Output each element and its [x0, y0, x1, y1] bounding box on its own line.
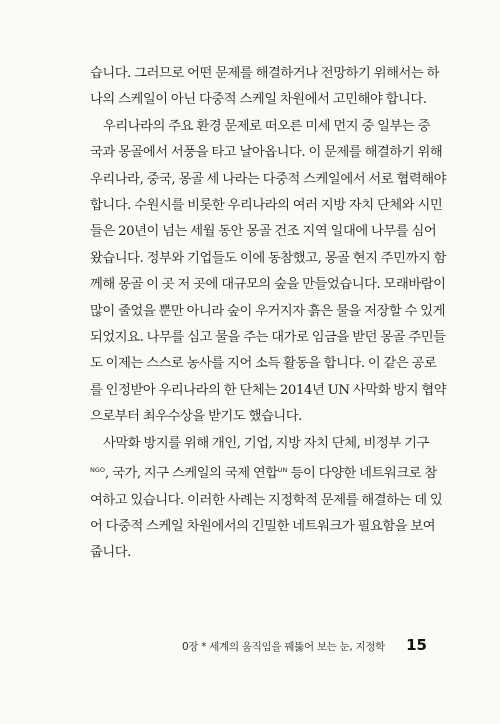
text-line: 국과 몽골에서 서풍을 타고 날아옵니다. 이 문제를 해결하기 위해: [90, 145, 443, 161]
page-number: 15: [406, 636, 427, 654]
paragraph-1: [90, 61, 439, 114]
text-line: 습니다. 그러므로 어떤 문제를 해결하거나 전망하기 위해서는 하: [90, 66, 439, 81]
text-line: 를 인정받아 우리나라의 한 단체는 2014년 UN 사막화 방지 협약: [90, 382, 447, 398]
text-line: 들은 20년이 넘는 세월 동안 몽골 건조 지역 일대에 나무를 심어: [90, 224, 437, 240]
paragraph-2: [90, 114, 447, 431]
text-line: 도 이제는 스스로 농사를 지어 소득 활동을 합니다. 이 같은 공로: [90, 356, 437, 372]
paragraph-3: [90, 431, 443, 567]
text-line: 우리나라, 중국, 몽골 세 나라는 다중적 스케일에서 서로 협력해야: [90, 171, 447, 187]
text-line: 으로부터 최우수상을 받기도 했습니다.: [90, 409, 302, 425]
text-line: 께해 몽골 이 곳 저 곳에 대규모의 숲을 만들었습니다. 모래바람이: [90, 277, 446, 293]
text-line: 되었지요. 나무를 심고 물을 주는 대가로 임금을 받던 몽골 주민들: [90, 330, 446, 346]
text-line: 어 다중적 스케일 차원에서의 긴밀한 네트워크가 필요함을 보여: [90, 518, 436, 534]
body-text: [90, 61, 447, 567]
text-segment: , 국가, 지구 스케일의 국제 연합: [105, 466, 278, 482]
text-line-with-superscripts: [90, 457, 437, 487]
text-line: 왔습니다. 정부와 기업들도 이에 동참했고, 몽골 현지 주민까지 함: [90, 250, 447, 266]
text-line: 사막화 방지를 위해 개인, 기업, 지방 자치 단체, 비정부 기구: [103, 435, 429, 451]
text-line: 합니다. 수원시를 비롯한 우리나라의 여러 지방 자치 단체와 시민: [90, 198, 443, 214]
superscript-ngo: NGO: [90, 466, 106, 475]
text-line: 나의 스케일이 아닌 다중적 스케일 차원에서 고민해야 합니다.: [90, 92, 427, 108]
superscript-un: UN: [277, 466, 288, 475]
text-line: 많이 줄었을 뿐만 아니라 숲이 우거지자 흙은 물을 저장할 수 있게: [90, 303, 446, 319]
running-head: 0장 * 세계의 움직임을 꿰뚫어 보는 눈, 지정학: [182, 641, 385, 653]
text-line: 여하고 있습니다. 이러한 사례는 지정학적 문제를 해결하는 데 있: [90, 492, 443, 508]
text-line: 우리나라의 주요 환경 문제로 떠오른 미세 먼지 중 일부는 중: [103, 118, 430, 134]
text-segment: 등이 다양한 네트워크로 참: [287, 466, 437, 482]
text-line: 줍니다.: [90, 545, 131, 561]
page-footer: [90, 637, 427, 655]
